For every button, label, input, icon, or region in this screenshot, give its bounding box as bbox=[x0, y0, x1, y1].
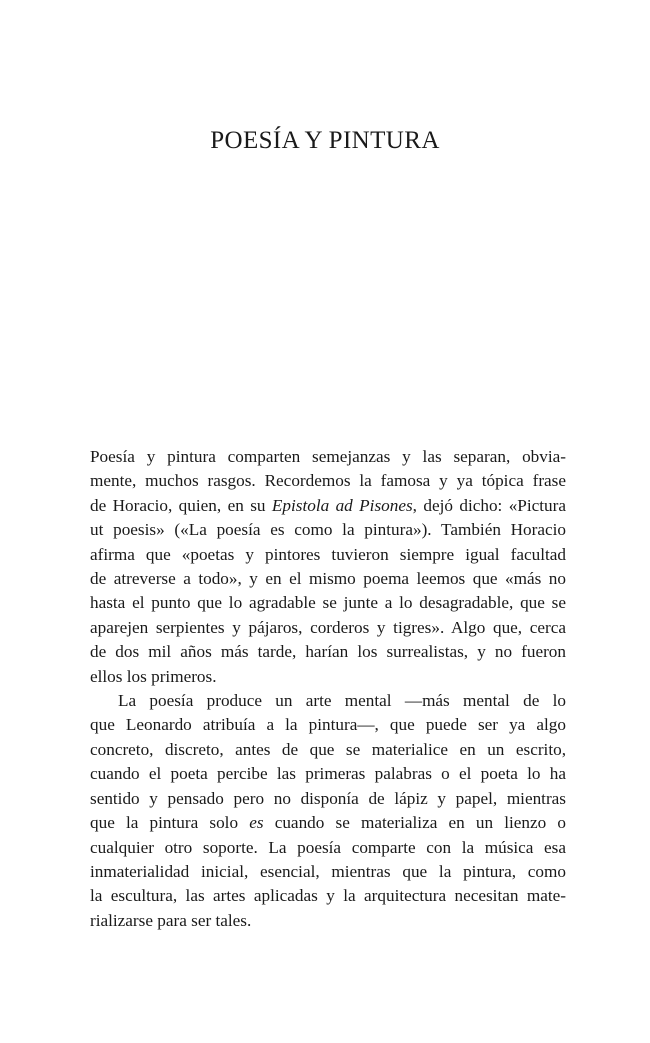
text-line: hasta el punto que lo agradable se junte a lo desagradable, que se bbox=[90, 593, 566, 613]
chapter-title: POESÍA Y PINTURA bbox=[210, 127, 440, 154]
text-line: aparejen serpientes y pájaros, corderos y tigres». Algo que, cerca bbox=[90, 617, 566, 637]
text-line: la escultura, las artes aplicadas y la arquitectura necesitan mate- bbox=[90, 886, 566, 906]
text-line: Poesía y pintura comparten semejanzas y las separan, obvia- bbox=[90, 447, 566, 466]
text-line: ellos los primeros. bbox=[90, 666, 217, 686]
text-line: afirma que «poetas y pintores tuvieron siempre igual facultad bbox=[90, 544, 566, 564]
work-title-italic: Epistola ad Pisones bbox=[271, 495, 413, 515]
text-line: de dos mil años más tarde, harían los surrealistas, y no fueron bbox=[90, 642, 566, 662]
text-line: de Horacio, quien, en su Epistola ad Pisones, dejó dicho: «Pictura bbox=[90, 495, 566, 515]
text-line: La poesía produce un arte mental —más mental de lo bbox=[118, 691, 566, 711]
emphasis-italic: es bbox=[249, 813, 264, 833]
text-line: que Leonardo atribuía a la pintura—, que puede ser ya algo bbox=[90, 715, 566, 735]
text-line: cualquier otro soporte. La poesía comparte con la música esa bbox=[90, 837, 566, 857]
paragraph-2 bbox=[90, 689, 566, 933]
paragraph-1 bbox=[90, 445, 566, 689]
text-line: cuando el poeta percibe las primeras palabras o el poeta lo ha bbox=[90, 764, 566, 784]
text-line: ut poesis» («La poesía es como la pintura»). También Horacio bbox=[90, 520, 566, 540]
text-line: sentido y pensado pero no disponía de lápiz y papel, mientras bbox=[90, 788, 566, 808]
text-line: rializarse para ser tales. bbox=[90, 910, 252, 930]
text-line: mente, muchos rasgos. Recordemos la famosa y ya tópica frase bbox=[90, 471, 566, 491]
text-line: inmaterialidad inicial, esencial, mientras que la pintura, como bbox=[90, 861, 566, 881]
body-text bbox=[90, 445, 566, 933]
text-line: que la pintura solo es cuando se materializa en un lienzo o bbox=[90, 813, 566, 833]
text-line: de atreverse a todo», y en el mismo poema leemos que «más no bbox=[90, 569, 566, 589]
text-line: concreto, discreto, antes de que se materialice en un escrito, bbox=[90, 739, 566, 759]
